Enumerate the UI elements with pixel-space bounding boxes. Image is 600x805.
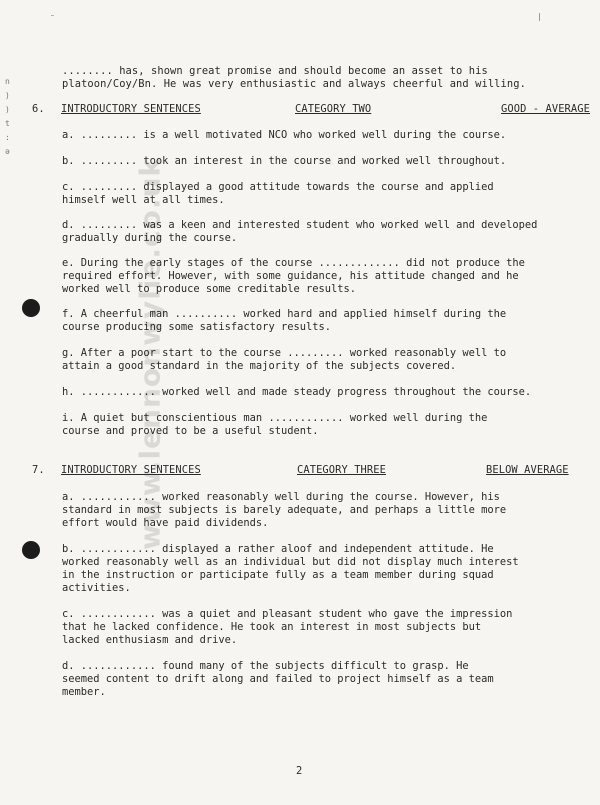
section-6-item-g — [62, 347, 582, 373]
scan-mark: n ) ) t : ə — [5, 77, 10, 156]
text-line: gradually during the course. — [62, 232, 238, 244]
section-6-heading: INTRODUCTORY SENTENCES — [61, 103, 201, 115]
section-7-item-d — [62, 660, 582, 699]
section-6-category: CATEGORY TWO — [295, 103, 372, 115]
section-6-item-f — [62, 308, 582, 334]
scan-mark: | — [537, 12, 542, 21]
section-6-item-c — [62, 181, 582, 207]
text-line: a. ............ worked reasonably well during the course. However, his — [62, 491, 500, 503]
section-6-item-e — [62, 257, 582, 296]
text-line: d. ......... was a keen and interested student who worked well and developed — [62, 219, 538, 231]
text-line: lacked enthusiasm and drive. — [62, 634, 238, 646]
text-line: himself well at all times. — [62, 194, 225, 206]
text-line: e. During the early stages of the course ............. did not produce the — [62, 257, 525, 269]
section-7-number: 7. — [32, 464, 45, 476]
section-6-item-a — [62, 129, 582, 142]
text-line: d. ............ found many of the subjects difficult to grasp. He — [62, 660, 469, 672]
text-line: activities. — [62, 582, 131, 594]
text-line: g. After a poor start to the course ......... worked reasonably well to — [62, 347, 507, 359]
text-line: c. ............ was a quiet and pleasant student who gave the impression — [62, 608, 513, 620]
punch-hole — [22, 541, 40, 559]
section-7-heading: INTRODUCTORY SENTENCES — [61, 464, 201, 476]
text-line: h. ............ worked well and made steady progress throughout the course. — [62, 386, 532, 398]
text-line: worked well to produce some creditable results. — [62, 283, 357, 295]
text-line: attain a good standard in the majority of the subjects covered. — [62, 360, 457, 372]
text-line: worked reasonably well as an individual but did not display much interest — [62, 556, 519, 568]
text-line: in the instruction or participate fully as a team member during squad — [62, 569, 494, 581]
section-6-item-b — [62, 155, 582, 168]
text-line: required effort. However, with some guidance, his attitude changed and he — [62, 270, 519, 282]
text-line: a. ......... is a well motivated NCO who worked well during the course. — [62, 129, 507, 141]
intro-line-1: ........ has, shown great promise and should become an asset to his — [62, 65, 488, 77]
page-number: 2 — [296, 765, 303, 777]
text-line: c. ......... displayed a good attitude towards the course and applied — [62, 181, 494, 193]
intro-line-2: platoon/Coy/Bn. He was very enthusiastic and always cheerful and willing. — [62, 78, 526, 90]
section-7-category: CATEGORY THREE — [297, 464, 386, 476]
text-line: b. ............ displayed a rather aloof and independent attitude. He — [62, 543, 494, 555]
text-line: effort would have paid dividends. — [62, 517, 269, 529]
punch-hole — [22, 299, 40, 317]
text-line: f. A cheerful man .......... worked hard and applied himself during the — [62, 308, 507, 320]
watermark: www.lennonwylie.co.uk — [133, 156, 167, 550]
scan-mark: ˜ — [50, 14, 55, 23]
text-line: standard in most subjects is barely adequate, and perhaps a little more — [62, 504, 507, 516]
text-line: i. A quiet but conscientious man ............ worked well during the — [62, 412, 488, 424]
section-7-grade: BELOW AVERAGE — [486, 464, 569, 476]
text-line: member. — [62, 686, 106, 698]
text-line: seemed content to drift along and failed to project himself as a team — [62, 673, 494, 685]
section-6-number: 6. — [32, 103, 45, 115]
text-line: b. ......... took an interest in the course and worked well throughout. — [62, 155, 507, 167]
text-line: that he lacked confidence. He took an interest in most subjects but — [62, 621, 482, 633]
text-line: course producing some satisfactory results. — [62, 321, 331, 333]
section-7-item-b — [62, 543, 582, 595]
section-7-item-a — [62, 491, 582, 530]
text-line: course and proved to be a useful student. — [62, 425, 319, 437]
section-6-item-i — [62, 412, 582, 438]
section-6-item-d — [62, 219, 582, 245]
section-7-item-c — [62, 608, 582, 647]
section-6-grade: GOOD - AVERAGE — [501, 103, 590, 115]
section-6-item-h — [62, 386, 582, 399]
